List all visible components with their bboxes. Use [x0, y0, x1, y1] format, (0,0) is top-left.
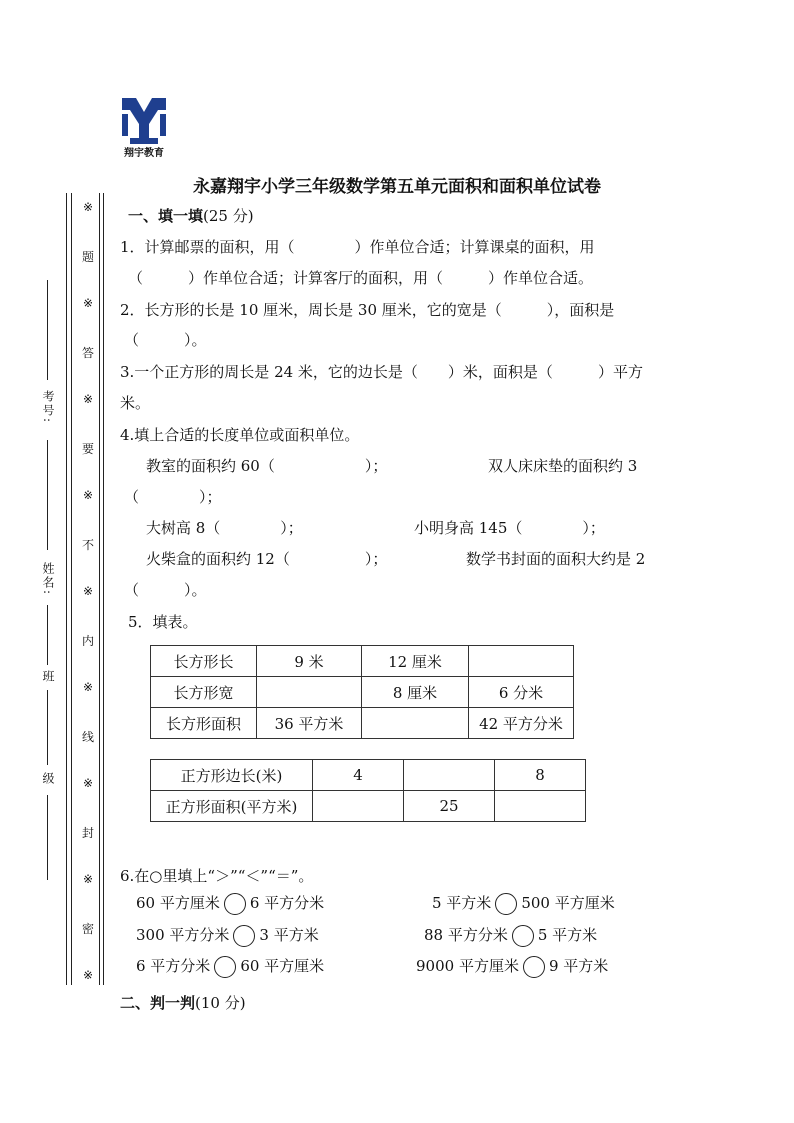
margin-mark: ※: [82, 296, 94, 310]
table-cell: 8: [495, 760, 586, 791]
table-cell: [362, 708, 469, 739]
comparison-item: [136, 925, 319, 947]
table-cell: 9 米: [257, 646, 362, 677]
table-row: [151, 760, 586, 791]
question-4-item: （ ）。: [124, 581, 207, 599]
comparison-right: 500 平方厘米: [521, 894, 615, 912]
question-2-line-2: （ ）。: [124, 331, 207, 349]
question-4-intro: 4.填上合适的长度单位或面积单位。: [120, 426, 360, 444]
question-4-item: 教室的面积约 60（ ）；: [146, 457, 388, 475]
class-underline: [47, 605, 48, 665]
margin-char: 答: [81, 346, 94, 360]
grade-label: 级: [41, 772, 55, 786]
comparison-item: [416, 956, 608, 978]
section-1-heading: [128, 205, 254, 226]
compare-circle[interactable]: [233, 925, 255, 947]
page-title: 永嘉翔宇小学三年级数学第五单元面积和面积单位试卷: [193, 177, 601, 197]
comparison-right: 3 平方米: [259, 926, 319, 944]
table-cell: 长方形长: [151, 646, 257, 677]
comparison-item: [432, 893, 615, 915]
table-cell: 正方形面积(平方米): [151, 791, 313, 822]
compare-circle[interactable]: [523, 956, 545, 978]
margin-line: [99, 193, 100, 985]
table-cell: 正方形边长(米): [151, 760, 313, 791]
name-label: 姓名:: [41, 562, 55, 597]
section-2-score: (10 分): [195, 994, 246, 1012]
margin-mark: ※: [82, 968, 94, 982]
margin-char: 要: [81, 442, 94, 456]
margin-line: [66, 193, 67, 985]
compare-circle[interactable]: [495, 893, 517, 915]
comparison-left: 9000 平方厘米: [416, 957, 519, 975]
comparison-left: 300 平方分米: [136, 926, 230, 944]
name-underline: [47, 440, 48, 550]
table-cell: [257, 677, 362, 708]
margin-char: 线: [81, 730, 94, 744]
comparison-left: 5 平方米: [432, 894, 492, 912]
rectangle-table: [150, 645, 574, 739]
question-4-item: （ ）；: [124, 488, 222, 506]
section-1-label: 一、填一填: [128, 207, 204, 225]
comparison-item: [136, 956, 324, 978]
table-cell: 6 分米: [469, 677, 574, 708]
table-row: [151, 646, 574, 677]
table-cell: 8 厘米: [362, 677, 469, 708]
margin-line: [71, 193, 72, 985]
grade-underline: [47, 690, 48, 765]
table-cell: 25: [404, 791, 495, 822]
exam-no-underline: [47, 280, 48, 380]
comparison-left: 6 平方分米: [136, 957, 211, 975]
margin-char: 内: [81, 634, 94, 648]
margin-mark: ※: [82, 488, 94, 502]
question-4-item: 大树高 8（ ）；: [146, 519, 303, 537]
compare-circle[interactable]: [224, 893, 246, 915]
comparison-right: 6 平方分米: [249, 894, 325, 912]
comparison-right: 5 平方米: [537, 926, 598, 944]
table-row: [151, 708, 574, 739]
table-cell: [404, 760, 495, 791]
table-row: [151, 677, 574, 708]
question-4-item: 双人床床垫的面积约 3: [488, 457, 638, 475]
margin-char: 不: [81, 538, 94, 552]
question-1-line-2: （ ）作单位合适；计算客厅的面积，用（ ）作单位合适。: [128, 269, 594, 287]
margin-char: 密: [81, 922, 94, 936]
margin-line: [103, 193, 104, 985]
margin-char: 封: [81, 826, 94, 840]
comparison-item: [424, 925, 597, 947]
table-cell: 长方形面积: [151, 708, 257, 739]
table-cell: [469, 646, 574, 677]
section-1-score: (25 分): [203, 207, 254, 225]
question-4-item: 小明身高 145（ ）；: [414, 519, 605, 537]
table-row: [151, 791, 586, 822]
margin-mark: ※: [82, 776, 94, 790]
question-2-line-1: 2．长方形的长是 10 厘米，周长是 30 厘米，它的宽是（ ），面积是: [120, 301, 615, 319]
comparison-item: [136, 893, 324, 915]
table-cell: [313, 791, 404, 822]
margin-mark: ※: [82, 392, 94, 406]
margin-mark: ※: [82, 200, 94, 214]
grade-underline: [47, 795, 48, 880]
question-3-line-1: 3.一个正方形的周长是 24 米，它的边长是（ ）米，面积是（ ）平方: [120, 363, 643, 381]
compare-circle[interactable]: [512, 925, 534, 947]
logo-text: 翔宇教育: [124, 148, 164, 159]
section-2-heading: [120, 992, 246, 1013]
margin-char: 题: [81, 250, 94, 264]
margin-mark: ※: [82, 680, 94, 694]
question-5-intro: 5．填表。: [128, 613, 198, 631]
question-1-line-1: 1．计算邮票的面积，用（ ）作单位合适；计算课桌的面积，用: [120, 238, 595, 256]
table-cell: 36 平方米: [257, 708, 362, 739]
comparison-right: 9 平方米: [548, 957, 609, 975]
table-cell: 4: [313, 760, 404, 791]
question-3-line-2: 米。: [120, 394, 151, 412]
compare-circle[interactable]: [214, 956, 236, 978]
margin-mark: ※: [82, 872, 94, 886]
comparison-left: 88 平方分米: [424, 926, 508, 944]
question-4-item: 火柴盒的面积约 12（ ）；: [146, 550, 388, 568]
margin-mark: ※: [82, 584, 94, 598]
question-6-intro: 6.在○里填上“＞”“＜”“＝”。: [120, 867, 314, 885]
class-label: 班: [41, 670, 55, 684]
exam-no-label: 考号:: [41, 390, 55, 425]
section-2-label: 二、判一判: [120, 994, 196, 1012]
table-cell: 42 平方分米: [469, 708, 574, 739]
question-4-item: 数学书封面的面积大约是 2: [466, 550, 646, 568]
table-cell: 长方形宽: [151, 677, 257, 708]
square-table: [150, 759, 586, 822]
comparison-right: 60 平方厘米: [240, 957, 325, 975]
table-cell: [495, 791, 586, 822]
comparison-left: 60 平方厘米: [136, 894, 220, 912]
table-cell: 12 厘米: [362, 646, 469, 677]
